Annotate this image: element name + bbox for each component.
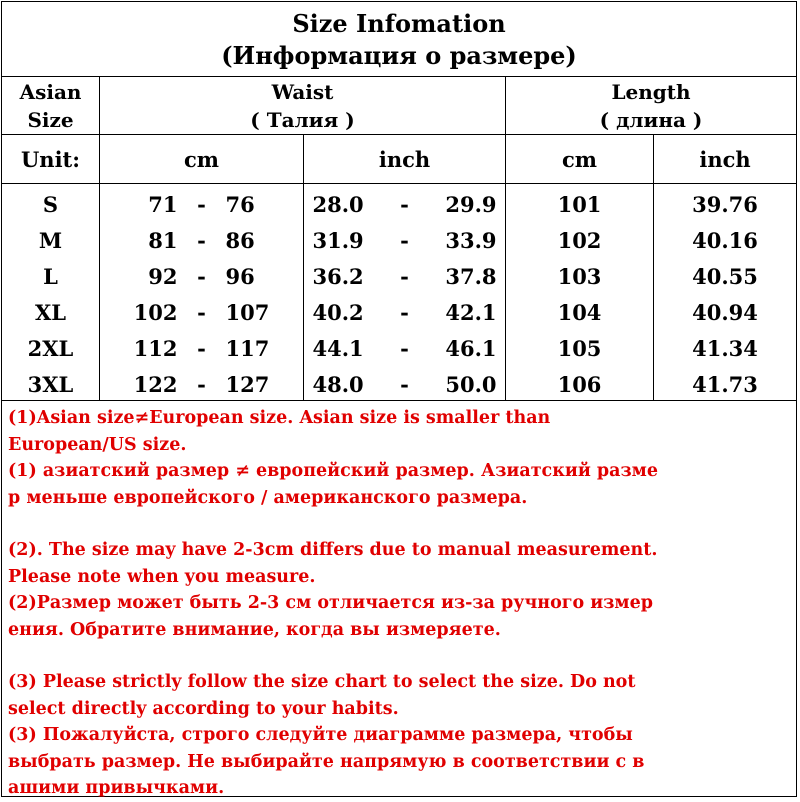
waist-inch-range	[304, 222, 505, 258]
range-separator: -	[197, 335, 206, 361]
waist-cm-min: 71	[148, 191, 178, 217]
range-separator: -	[197, 263, 206, 289]
waist-inch-range	[304, 258, 505, 294]
length-inch-cell: 40.16	[692, 227, 758, 253]
length-cm-cell: 103	[557, 263, 602, 289]
waist-cm-min: 122	[133, 371, 178, 397]
title-line-2: (Информация о размере)	[221, 41, 577, 70]
size-cell: 3XL	[27, 371, 74, 397]
waist-cm-range	[100, 258, 303, 294]
unit-waist-cm: cm	[183, 146, 219, 172]
waist-cm-range	[100, 186, 303, 222]
waist-cm-range	[100, 294, 303, 330]
range-separator: -	[400, 263, 409, 289]
waist-cm-min: 102	[133, 299, 178, 325]
size-cell: XL	[34, 299, 67, 325]
waist-inch-min: 36.2	[312, 263, 364, 289]
asian-size-header-line-2: Size	[27, 107, 74, 132]
range-separator: -	[400, 191, 409, 217]
waist-header	[100, 77, 505, 134]
waist-inch-max: 46.1	[445, 335, 497, 361]
unit-waist-inch: inch	[378, 146, 431, 172]
length-cm-cell: 101	[557, 191, 602, 217]
waist-inch-max: 29.9	[445, 191, 497, 217]
range-separator: -	[400, 335, 409, 361]
size-cell: M	[38, 227, 63, 253]
notes-spacer	[8, 511, 796, 537]
length-inch-cell: 39.76	[692, 191, 758, 217]
waist-inch-range	[304, 366, 505, 402]
length-cm-cell: 105	[557, 335, 602, 361]
waist-inch-min: 48.0	[312, 371, 364, 397]
waist-cm-max: 96	[225, 263, 255, 289]
waist-inch-range	[304, 186, 505, 222]
length-inch-cell: 41.34	[692, 335, 758, 361]
waist-inch-max: 37.8	[445, 263, 497, 289]
waist-header-line-1: Waist	[271, 79, 334, 104]
length-cm-cell: 106	[557, 371, 602, 397]
waist-cm-range	[100, 330, 303, 366]
waist-cm-range	[100, 366, 303, 402]
size-cell: S	[42, 191, 59, 217]
length-inch-cell: 40.94	[692, 299, 758, 325]
notes-spacer	[8, 643, 796, 669]
size-chart	[1, 1, 797, 797]
waist-cm-max: 86	[225, 227, 255, 253]
unit-label: Unit:	[20, 146, 80, 172]
waist-cm-max: 117	[225, 335, 270, 361]
range-separator: -	[400, 299, 409, 325]
asian-size-header	[2, 77, 99, 134]
waist-inch-min: 31.9	[312, 227, 364, 253]
waist-cm-max: 107	[225, 299, 270, 325]
note-paragraph: (3) Please strictly follow the size chart to select the size. Do not select directly according to your habits.	[8, 672, 636, 719]
note-paragraph: (3) Пожалуйста, строго следуйте диаграмме размера, чтобы выбрать размер. Не выбирайте напрямую в соответствии с в ашими привычками.	[8, 725, 645, 798]
range-separator: -	[197, 371, 206, 397]
size-cell: L	[43, 263, 58, 289]
range-separator: -	[400, 227, 409, 253]
waist-inch-range	[304, 294, 505, 330]
unit-length-inch: inch	[699, 146, 751, 172]
length-inch-cell: 41.73	[692, 371, 758, 397]
waist-inch-max: 42.1	[445, 299, 497, 325]
waist-inch-min: 44.1	[312, 335, 364, 361]
note-paragraph: (2)Размер может быть 2-3 см отличается из-за ручного измер ения. Обратите внимание, когда вы измеряете.	[8, 593, 653, 640]
waist-inch-min: 28.0	[312, 191, 364, 217]
note-paragraph: (1)Asian size≠European size. Asian size is smaller than European/US size.	[8, 408, 551, 455]
waist-header-line-2: ( Талия )	[250, 107, 355, 132]
length-cm-cell: 102	[557, 227, 602, 253]
waist-cm-max: 127	[225, 371, 270, 397]
waist-inch-max: 33.9	[445, 227, 497, 253]
asian-size-header-line-1: Asian	[19, 79, 82, 104]
notes-section	[2, 401, 796, 796]
waist-inch-min: 40.2	[312, 299, 364, 325]
size-cell: 2XL	[27, 335, 74, 361]
length-header-line-2: ( длина )	[599, 107, 703, 132]
range-separator: -	[197, 299, 206, 325]
unit-length-cm: cm	[561, 146, 597, 172]
waist-cm-max: 76	[225, 191, 255, 217]
length-cm-cell: 104	[557, 299, 602, 325]
waist-cm-min: 92	[148, 263, 178, 289]
length-header-line-1: Length	[611, 79, 691, 104]
waist-cm-min: 112	[133, 335, 178, 361]
waist-cm-range	[100, 222, 303, 258]
length-inch-cell: 40.55	[692, 263, 758, 289]
note-paragraph: (2). The size may have 2-3cm differs due to manual measurement. Please note when you measure.	[8, 540, 658, 587]
title-line-1: Size Infomation	[292, 9, 506, 38]
range-separator: -	[197, 191, 206, 217]
waist-inch-max: 50.0	[445, 371, 497, 397]
note-paragraph: (1) азиатский размер ≠ европейский размер. Азиатский разме р меньше европейского / американского размера.	[8, 461, 658, 508]
length-header	[506, 77, 796, 134]
waist-inch-range	[304, 330, 505, 366]
waist-cm-min: 81	[148, 227, 178, 253]
grid-line	[2, 183, 796, 184]
range-separator: -	[400, 371, 409, 397]
range-separator: -	[197, 227, 206, 253]
